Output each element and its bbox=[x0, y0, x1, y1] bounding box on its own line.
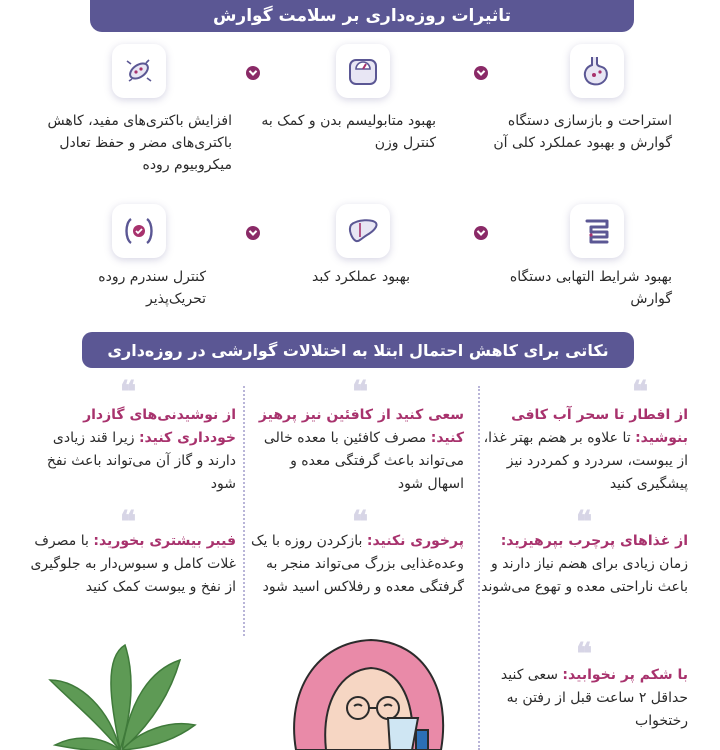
bacteria-icon bbox=[112, 44, 166, 98]
tip-body: تا علاوه بر هضم بهتر غذا، از یبوست، سردرد و کمردرد نیز پیشگیری کنید bbox=[483, 430, 688, 492]
girl-drinking-illustration bbox=[276, 632, 466, 750]
effect-text: بهبود متابولیسم بدن و کمک به کنترل وزن bbox=[261, 113, 436, 151]
tip-heading: از افطار تا سحر آب کافی بنوشید: bbox=[511, 407, 688, 446]
tip-heading: با شکم پر نخوابید: bbox=[562, 667, 688, 683]
tip-body: بازکردن روزه با یک وعده‌غذایی بزرگ می‌تواند منجر به گرفتگی معده و رفلاکس اسید شود bbox=[251, 533, 464, 595]
tip-item bbox=[476, 530, 688, 599]
tip-item bbox=[476, 404, 688, 496]
tip-body: با مصرف غلات کامل و سبوس‌دار به جلوگیری از نفخ و یبوست کمک کنید bbox=[30, 533, 236, 595]
effect-text: افزایش باکتری‌های مفید، کاهش باکتری‌های مضر و حفظ تعادل میکروبیوم روده bbox=[47, 113, 232, 173]
effect-text: استراحت و بازسازی دستگاه گوارش و بهبود عملکرد کلی آن bbox=[493, 113, 672, 151]
tip-item bbox=[250, 404, 464, 496]
section-title: نکاتی برای کاهش احتمال ابتلا به اختلالات گوارشی در روزه‌داری bbox=[82, 332, 634, 368]
quote-icon: ❝ bbox=[576, 637, 593, 672]
intestine-icon bbox=[570, 204, 624, 258]
tip-item bbox=[250, 530, 464, 599]
bowel-icon bbox=[112, 204, 166, 258]
separator-dot bbox=[246, 66, 260, 80]
effect-text: بهبود عملکرد کبد bbox=[312, 269, 410, 285]
page-title: تاثیرات روزه‌داری بر سلامت گوارش bbox=[90, 0, 634, 32]
column-divider bbox=[243, 386, 245, 636]
effect-text: کنترل سندرم روده تحریک‌پذیر bbox=[98, 269, 206, 307]
scale-icon bbox=[336, 44, 390, 98]
tip-heading: از نوشیدنی‌های گازدار خودداری کنید: bbox=[83, 407, 236, 446]
quote-icon: ❝ bbox=[120, 505, 137, 540]
tip-heading: پرخوری نکنید: bbox=[366, 533, 464, 549]
liver-icon bbox=[336, 204, 390, 258]
tip-body: زیرا قند زیادی دارند و گاز آن می‌تواند باعث نفخ شود bbox=[46, 430, 236, 492]
quote-icon: ❝ bbox=[352, 505, 369, 540]
quote-icon: ❝ bbox=[352, 375, 369, 410]
tip-item bbox=[30, 530, 236, 599]
quote-icon: ❝ bbox=[576, 505, 593, 540]
tip-body: مصرف کافئین با معده خالی می‌تواند باعث گرفتگی معده و اسهال شود bbox=[263, 430, 464, 492]
tip-body: سعی کنید حداقل ۲ ساعت قبل از رفتن به رختخواب bbox=[500, 667, 688, 729]
tip-heading: سعی کنید از کافئین نیز پرهیز کنید: bbox=[258, 407, 464, 446]
effect-text: بهبود شرایط التهابی دستگاه گوارش bbox=[509, 269, 672, 307]
separator-dot bbox=[474, 66, 488, 80]
tip-heading: از غذاهای پرچرب بپرهیزید: bbox=[500, 533, 688, 549]
tip-heading: فیبر بیشتری بخورید: bbox=[93, 533, 236, 549]
tip-item bbox=[30, 404, 236, 496]
separator-dot bbox=[246, 226, 260, 240]
quote-icon: ❝ bbox=[632, 375, 649, 410]
tip-item bbox=[488, 664, 688, 733]
plant-illustration bbox=[40, 640, 200, 750]
separator-dot bbox=[474, 226, 488, 240]
tip-body: زمان زیادی برای هضم نیاز دارند و باعث ناراحتی معده و تهوع می‌شوند bbox=[481, 556, 688, 595]
stomach-icon bbox=[570, 44, 624, 98]
quote-icon: ❝ bbox=[120, 375, 137, 410]
